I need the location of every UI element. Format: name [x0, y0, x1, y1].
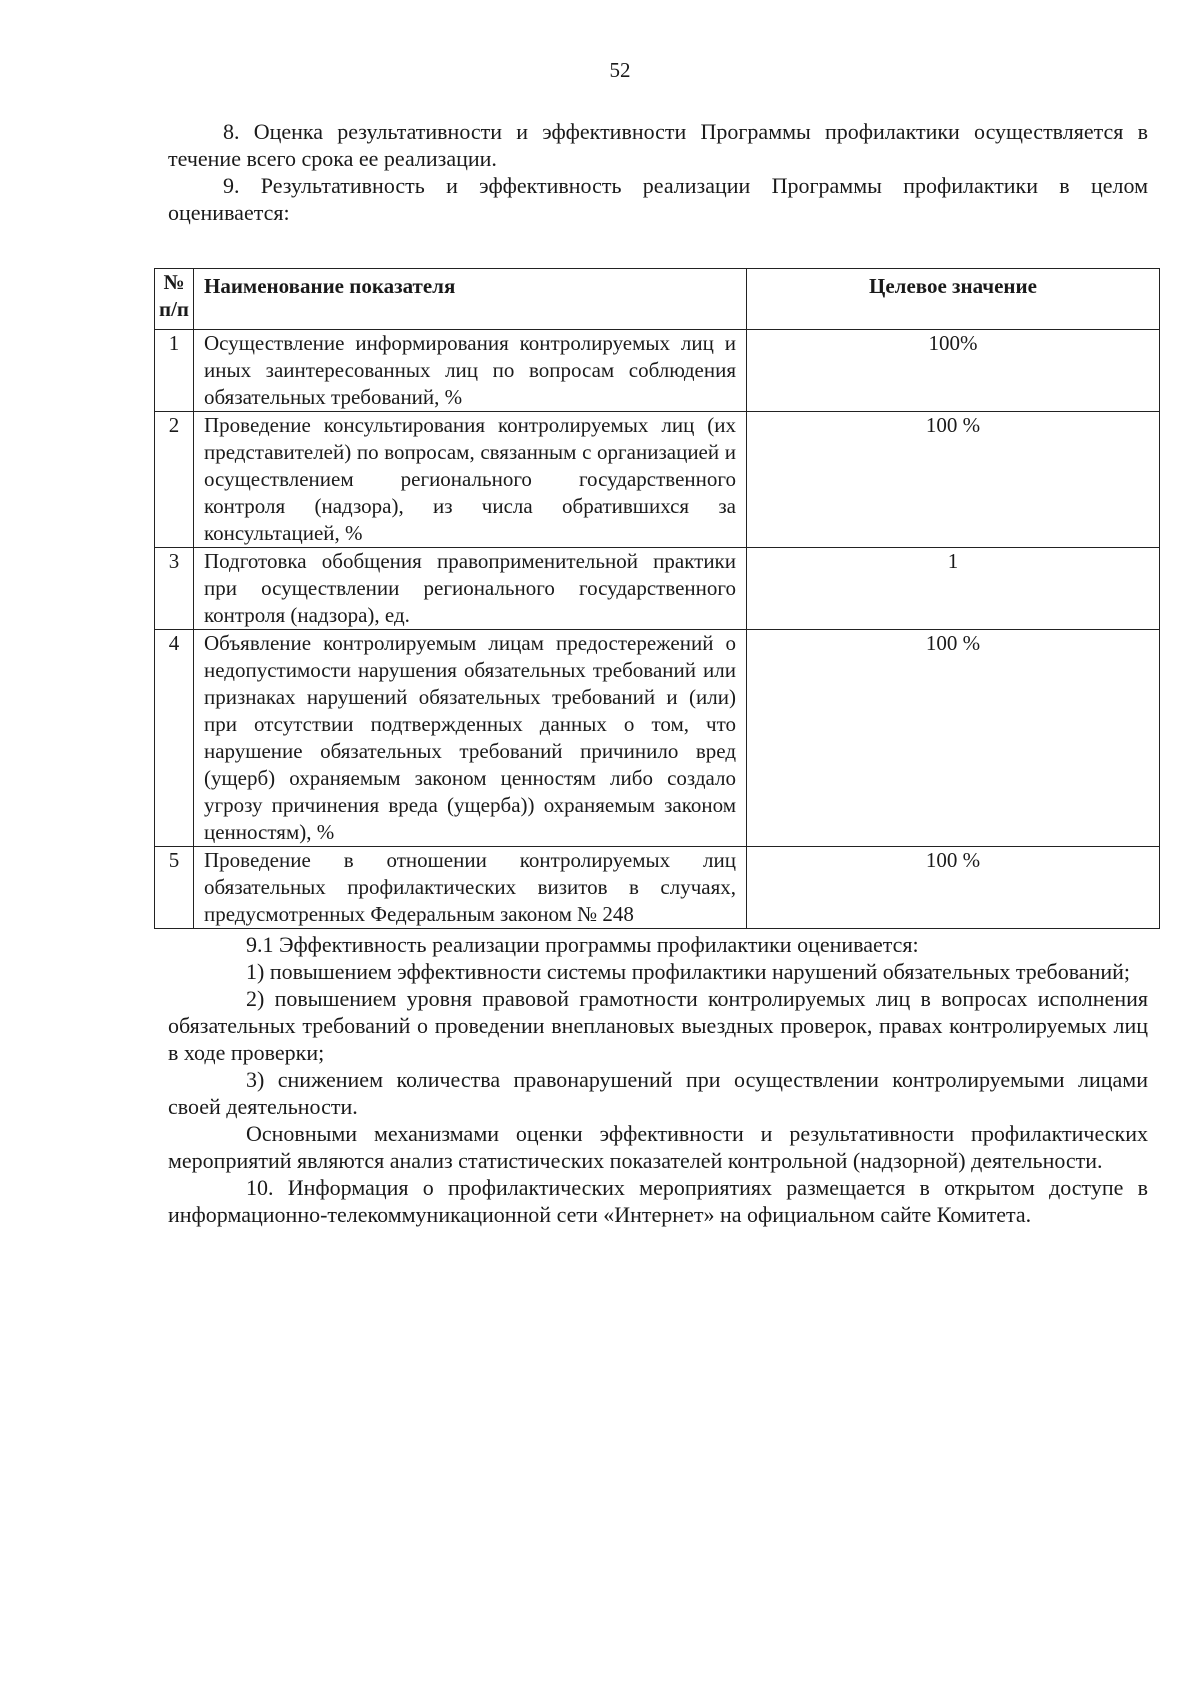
row-num: 3	[155, 548, 194, 630]
list-item-2: 2) повышением уровня правовой грамотности контролируемых лиц в вопросах исполнения обязательных требований о проведении внеплановых выездных проверок, правах контролируемых лиц в ходе проверки;	[168, 986, 1148, 1065]
paragraph-mechanisms: Основными механизмами оценки эффективности и результативности профилактических мероприятий являются анализ статистических показателей контрольной (надзорной) деятельности.	[168, 1121, 1148, 1173]
table-row	[155, 630, 1160, 847]
table-row	[155, 548, 1160, 630]
row-num: 5	[155, 847, 194, 929]
list-item-1: 1) повышением эффективности системы профилактики нарушений обязательных требований;	[246, 959, 1130, 984]
table-row	[155, 412, 1160, 548]
table-row	[155, 847, 1160, 929]
row-num: 2	[155, 412, 194, 548]
row-name: Проведение консультирования контролируемых лиц (их представителей) по вопросам, связанным с организацией и осуществлением регионального государственного контроля (надзора), из числа обратившихся за консультацией, %	[194, 412, 747, 548]
paragraph-10: 10. Информация о профилактических мероприятиях размещается в открытом доступе в информационно-телекоммуникационной сети «Интернет» на официальном сайте Комитета.	[168, 1175, 1148, 1227]
row-target: 100 %	[747, 630, 1160, 847]
row-name: Проведение в отношении контролируемых лиц обязательных профилактических визитов в случаях, предусмотренных Федеральным законом № 248	[194, 847, 747, 929]
row-num: 4	[155, 630, 194, 847]
paragraph-9: 9. Результативность и эффективность реализации Программы профилактики в целом оценивается:	[168, 173, 1148, 225]
paragraph-8: 8. Оценка результативности и эффективности Программы профилактики осуществляется в течение всего срока ее реализации.	[168, 119, 1148, 171]
row-target: 1	[747, 548, 1160, 630]
table-row	[155, 330, 1160, 412]
indicators-table	[154, 268, 1160, 929]
row-target: 100 %	[747, 847, 1160, 929]
header-target: Целевое значение	[747, 269, 1160, 330]
row-name: Подготовка обобщения правоприменительной практики при осуществлении регионального государственного контроля (надзора), ед.	[194, 548, 747, 630]
row-target: 100%	[747, 330, 1160, 412]
header-num: № п/п	[155, 269, 194, 330]
table-header-row	[155, 269, 1160, 330]
page-number: 52	[609, 58, 631, 82]
row-name: Объявление контролируемым лицам предостережений о недопустимости нарушения обязательных требований или признаках нарушений обязательных требований и (или) при отсутствии подтвержденных данных о том, что нарушение обязательных требований причинило вред (ущерб) охраняемым законом ценностям либо создало угрозу причинения вреда (ущерба)) охраняемым законом ценностям), %	[194, 630, 747, 847]
paragraph-9-1: 9.1 Эффективность реализации программы профилактики оценивается:	[246, 932, 919, 957]
row-target: 100 %	[747, 412, 1160, 548]
list-item-3: 3) снижением количества правонарушений при осуществлении контролируемыми лицами своей деятельности.	[168, 1067, 1148, 1119]
closing-text	[168, 931, 1148, 1228]
row-num: 1	[155, 330, 194, 412]
intro-text	[168, 118, 1148, 226]
header-name: Наименование показателя	[194, 269, 747, 330]
row-name: Осуществление информирования контролируемых лиц и иных заинтересованных лиц по вопросам соблюдения обязательных требований, %	[194, 330, 747, 412]
